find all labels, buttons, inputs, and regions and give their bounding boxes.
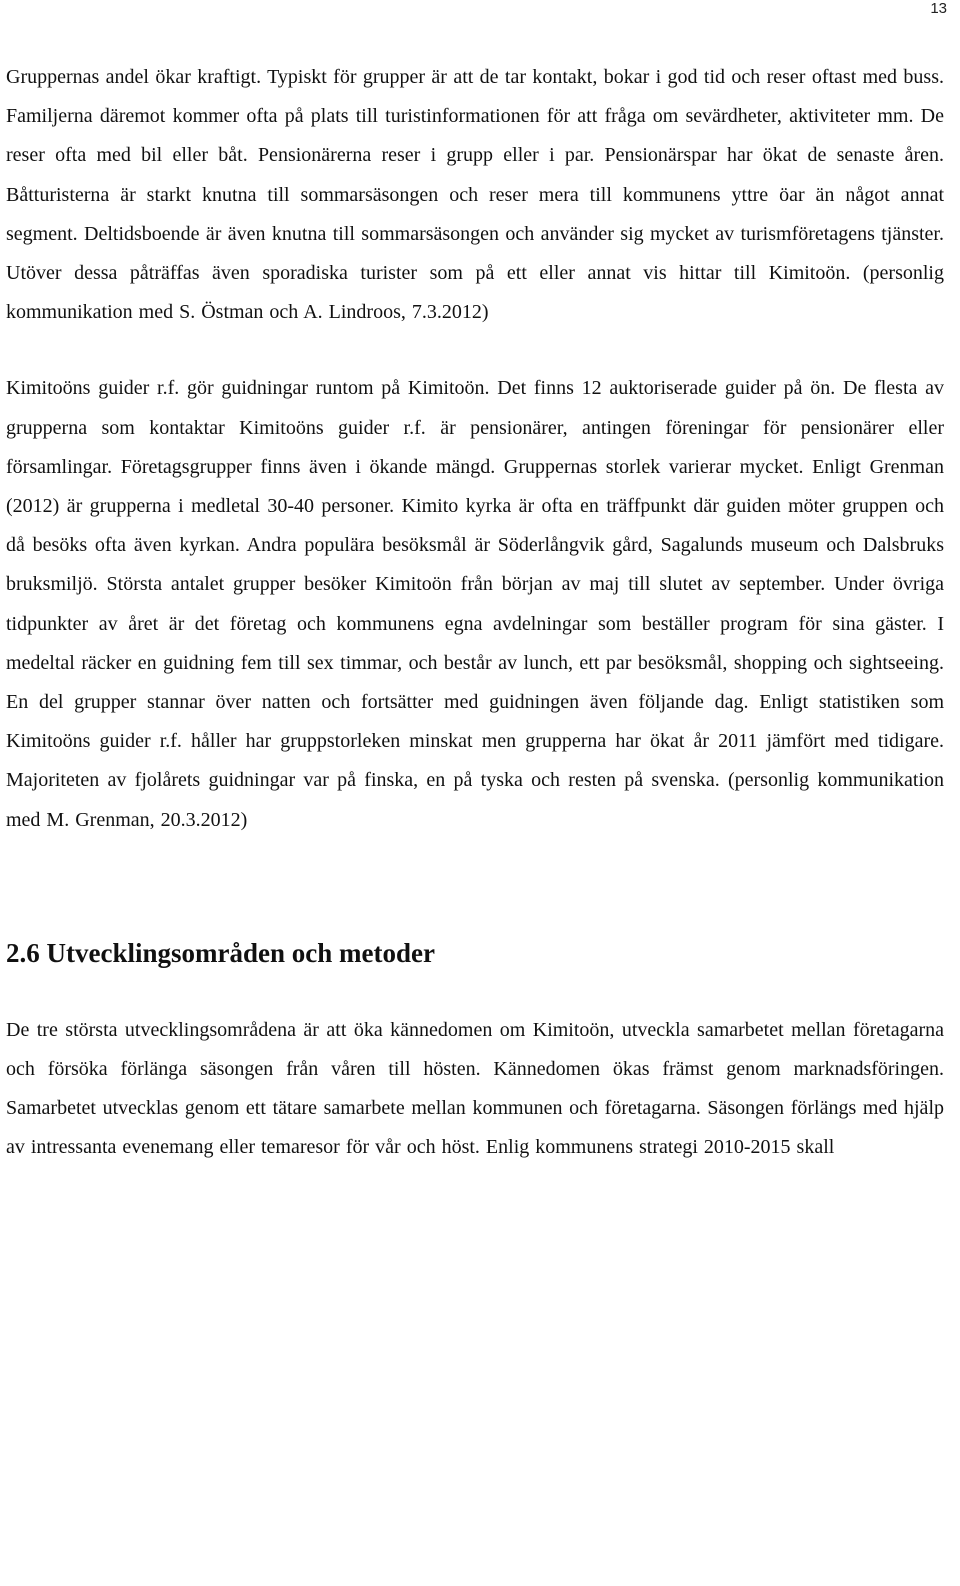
page-number: 13 [930, 0, 947, 17]
paragraph-tourist-groups: Gruppernas andel ökar kraftigt. Typiskt för grupper är att de tar kontakt, bokar i god tid och reser oftast med buss. Familjerna däremot kommer ofta på plats till turistinformationen för att fråga om sevärdheter, aktiviteter mm. De reser ofta med bil eller båt. Pensionärerna reser i grupp eller i par. Pensionärspar har ökat de senaste åren. Båtturisterna är starkt knutna till sommarsäsongen och reser mera till kommunens yttre öar än något annat segment. Deltidsboende är även knutna till sommarsäsongen och använder sig mycket av turismföretagens tjänster. Utöver dessa påträffas även sporadiska turister som på ett eller annat vis hittar till Kimitoön. (personlig kommunikation med S. Östman och A. Lindroos, 7.3.2012) [6, 66, 944, 324]
paragraph-kimitoon-guides: Kimitoöns guider r.f. gör guidningar runtom på Kimitoön. Det finns 12 auktoriserade guider på ön. De flesta av grupperna som kontaktar Kimitoöns guider r.f. är pensionärer, antingen föreningar för pensionärer eller församlingar. Företagsgrupper finns även i ökande mängd. Gruppernas storlek varierar mycket. Enligt Grenman (2012) är grupperna i medletal 30-40 personer. Kimito kyrka är ofta en träffpunkt där guiden möter gruppen och då besöks ofta även kyrkan. Andra populära besöksmål är Söderlångvik gård, Sagalunds museum och Dalsbruks bruksmiljö. Största antalet grupper besöker Kimitoön från början av maj till slutet av september. Under övriga tidpunkter av året är det företag och kommunens egna avdelningar som beställer program för sina gäster. I medeltal räcker en guidning fem till sex timmar, och består av lunch, ett par besöksmål, shopping och sightseeing. En del grupper stannar över natten och fortsätter med guidningen även följande dag. Enligt statistiken som Kimitoöns guider r.f. håller har gruppstorleken minskat men grupperna har ökat år 2011 jämfört med tidigare. Majoriteten av fjolårets guidningar var på finska, en på tyska och resten på svenska. (personlig kommunikation med M. Grenman, 20.3.2012) [6, 377, 944, 831]
section-heading: 2.6 Utvecklingsområden och metoder [6, 937, 435, 968]
paragraph-development-areas: De tre största utvecklingsområdena är att öka kännedomen om Kimitoön, utveckla samarbetet mellan företagarna och försöka förlänga säsongen från våren till hösten. Kännedomen ökas främst genom marknadsföringen. Samarbetet utvecklas genom ett tätare samarbete mellan kommunen och företagarna. Säsongen förlängs med hjälp av intressanta evenemang eller temaresor för vår och höst. Enlig kommunens strategi 2010-2015 skall [6, 1018, 944, 1159]
document-body [6, 58, 944, 1168]
